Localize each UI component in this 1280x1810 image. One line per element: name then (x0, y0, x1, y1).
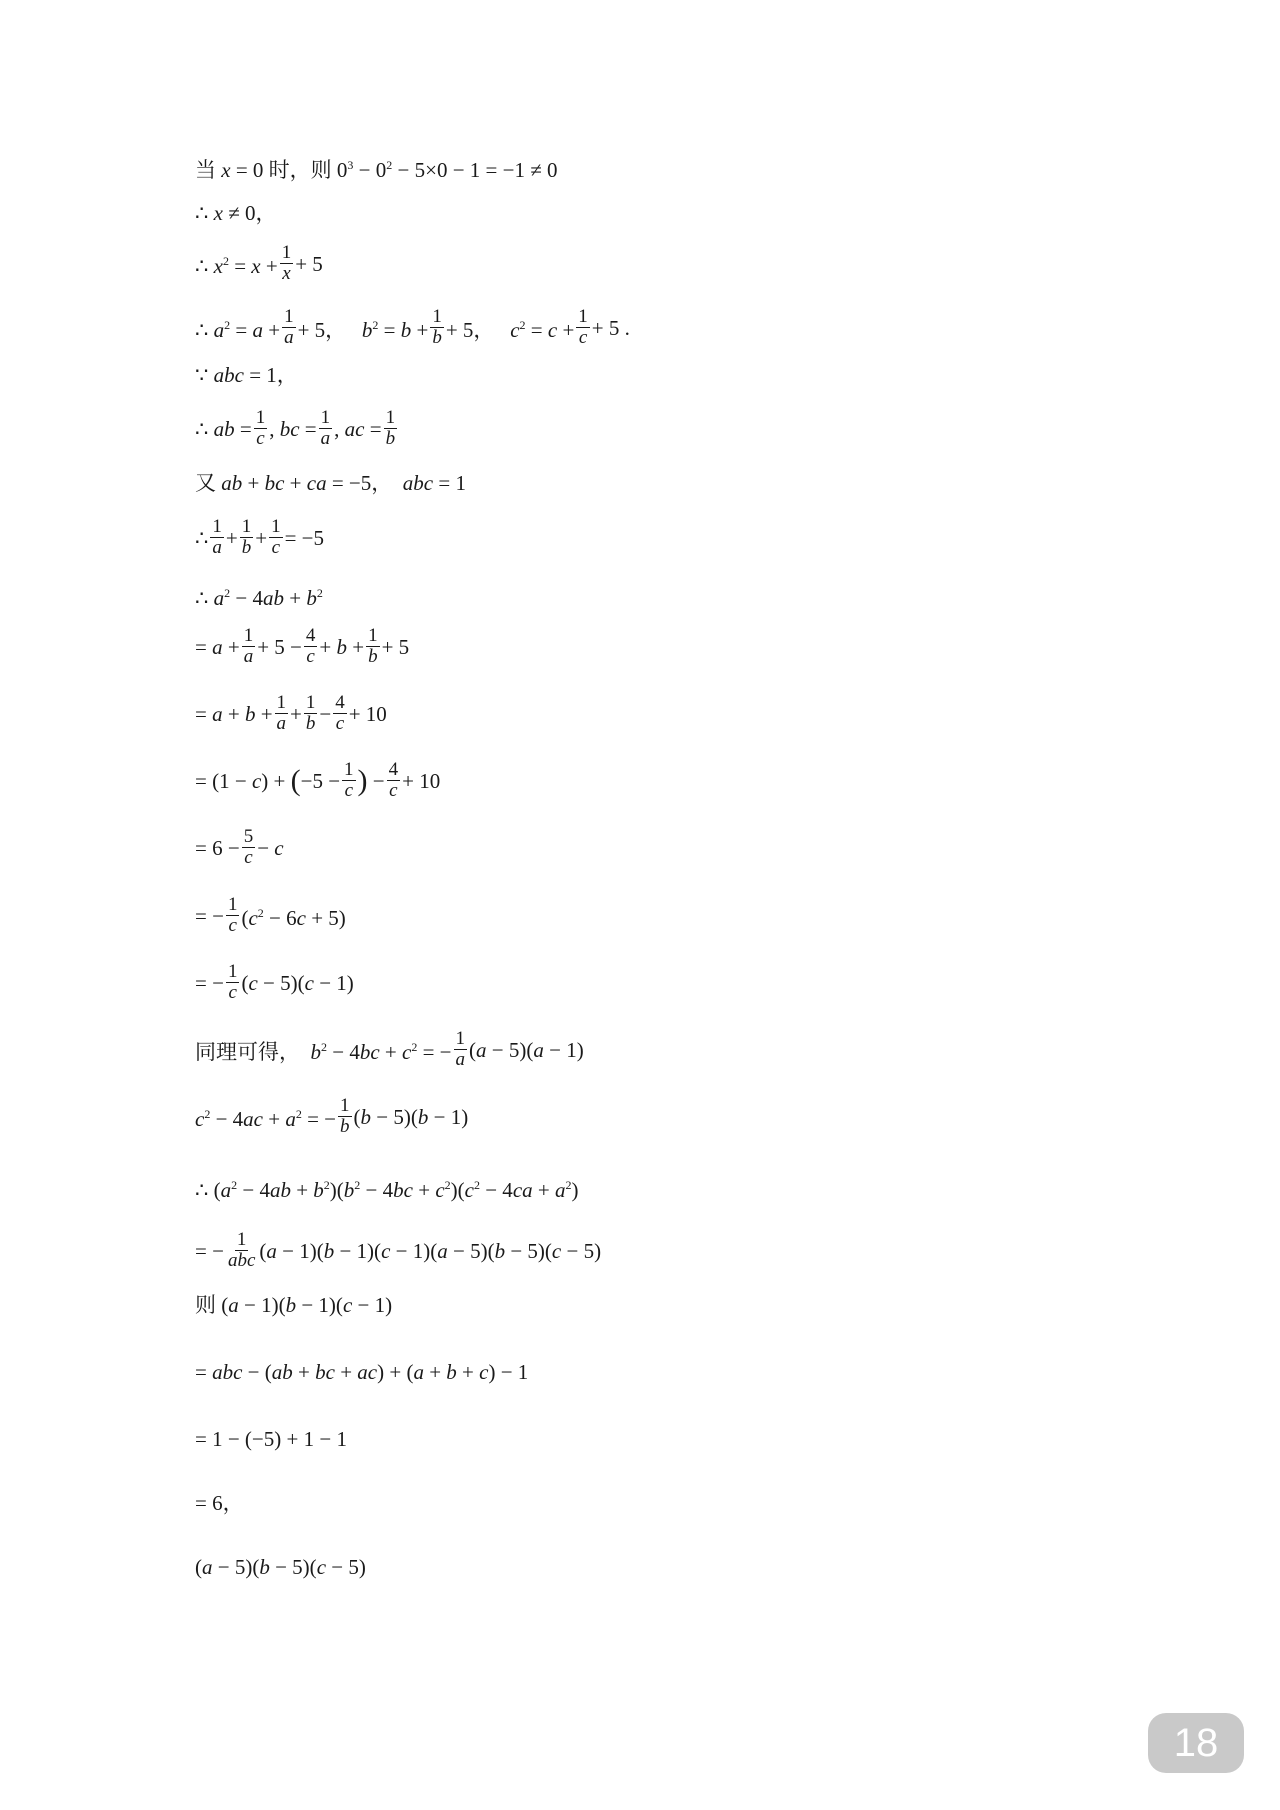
math-line: = 6 − $\frac{5}{c}$ − c (195, 826, 284, 868)
math-line: 当 x = 0 时，则 $0^3 - 0^2 - 5\times 0 - 1 = -1 \ne 0$ (195, 158, 558, 182)
math-line: ∴ $x^2 = x$ + $\frac{1}{x}$ + 5 (195, 242, 323, 284)
math-line: ∵ abc = 1， (195, 363, 298, 387)
math-line: = (1 − c) + (−5 − $\frac{1}{c}$ ) − $\frac{4}{c}$ + 10 (195, 759, 441, 801)
page-number-badge: 18 (1148, 1713, 1244, 1773)
math-line: ∴ ab = $\frac{1}{c}$ , bc = $\frac{1}{a}$ , ac = $\frac{1}{b}$ (195, 407, 396, 449)
math-line: = a + $\frac{1}{a}$ + 5 − $\frac{4}{c}$ + b + $\frac{1}{b}$ + 5 (195, 625, 410, 667)
math-line: = abc − (ab + bc + ac) + (a + b + c) − 1 (195, 1360, 529, 1384)
math-line: ∴ x ≠ 0， (195, 201, 277, 225)
math-line: ∴ $\frac{1}{a}$ + $\frac{1}{b}$ + $\frac{1}{c}$ = −5 (195, 516, 324, 558)
math-line: 又 ab + bc + ca = −5， abc = 1 (195, 471, 466, 495)
math-line: ∴ $a^2 = a$ + $\frac{1}{a}$ + 5， $b^2 = b$ + $\frac{1}{b}$ + 5， $c^2 = c$ + $\frac{1}{c}$ + 5 . (195, 306, 630, 348)
math-line: ∴ $a^2 - 4ab + b^2$ (195, 586, 323, 610)
math-line: = − $\frac{1}{c}$ (c − 5)(c − 1) (195, 961, 354, 1003)
math-line: 同理可得， $b^2 - 4bc + c^2$ = − $\frac{1}{a}$ (a − 5)(a − 1) (195, 1028, 584, 1070)
math-line: = 6， (195, 1491, 244, 1515)
math-line: = − $\frac{1}{\text{abc}}$ (a − 1)(b − 1)(c − 1)(a − 5)(b − 5)(c − 5) (195, 1229, 602, 1271)
math-line: (a − 5)(b − 5)(c − 5) (195, 1555, 366, 1579)
math-line: $c^2 - 4ac + a^2$ = − $\frac{1}{b}$ (b − 5)(b − 1) (195, 1095, 469, 1137)
math-line: = 1 − (−5) + 1 − 1 (195, 1427, 347, 1451)
math-line: ∴ $(a^2 - 4ab + b^2)(b^2 - 4bc + c^2)(c^2 - 4ca + a^2)$ (195, 1178, 579, 1202)
math-line: = − $\frac{1}{c}$ $(c^2 - 6c + 5)$ (195, 894, 346, 936)
math-line: 则 (a − 1)(b − 1)(c − 1) (195, 1293, 393, 1317)
math-line: = a + b + $\frac{1}{a}$ + $\frac{1}{b}$ − $\frac{4}{c}$ + 10 (195, 692, 387, 734)
